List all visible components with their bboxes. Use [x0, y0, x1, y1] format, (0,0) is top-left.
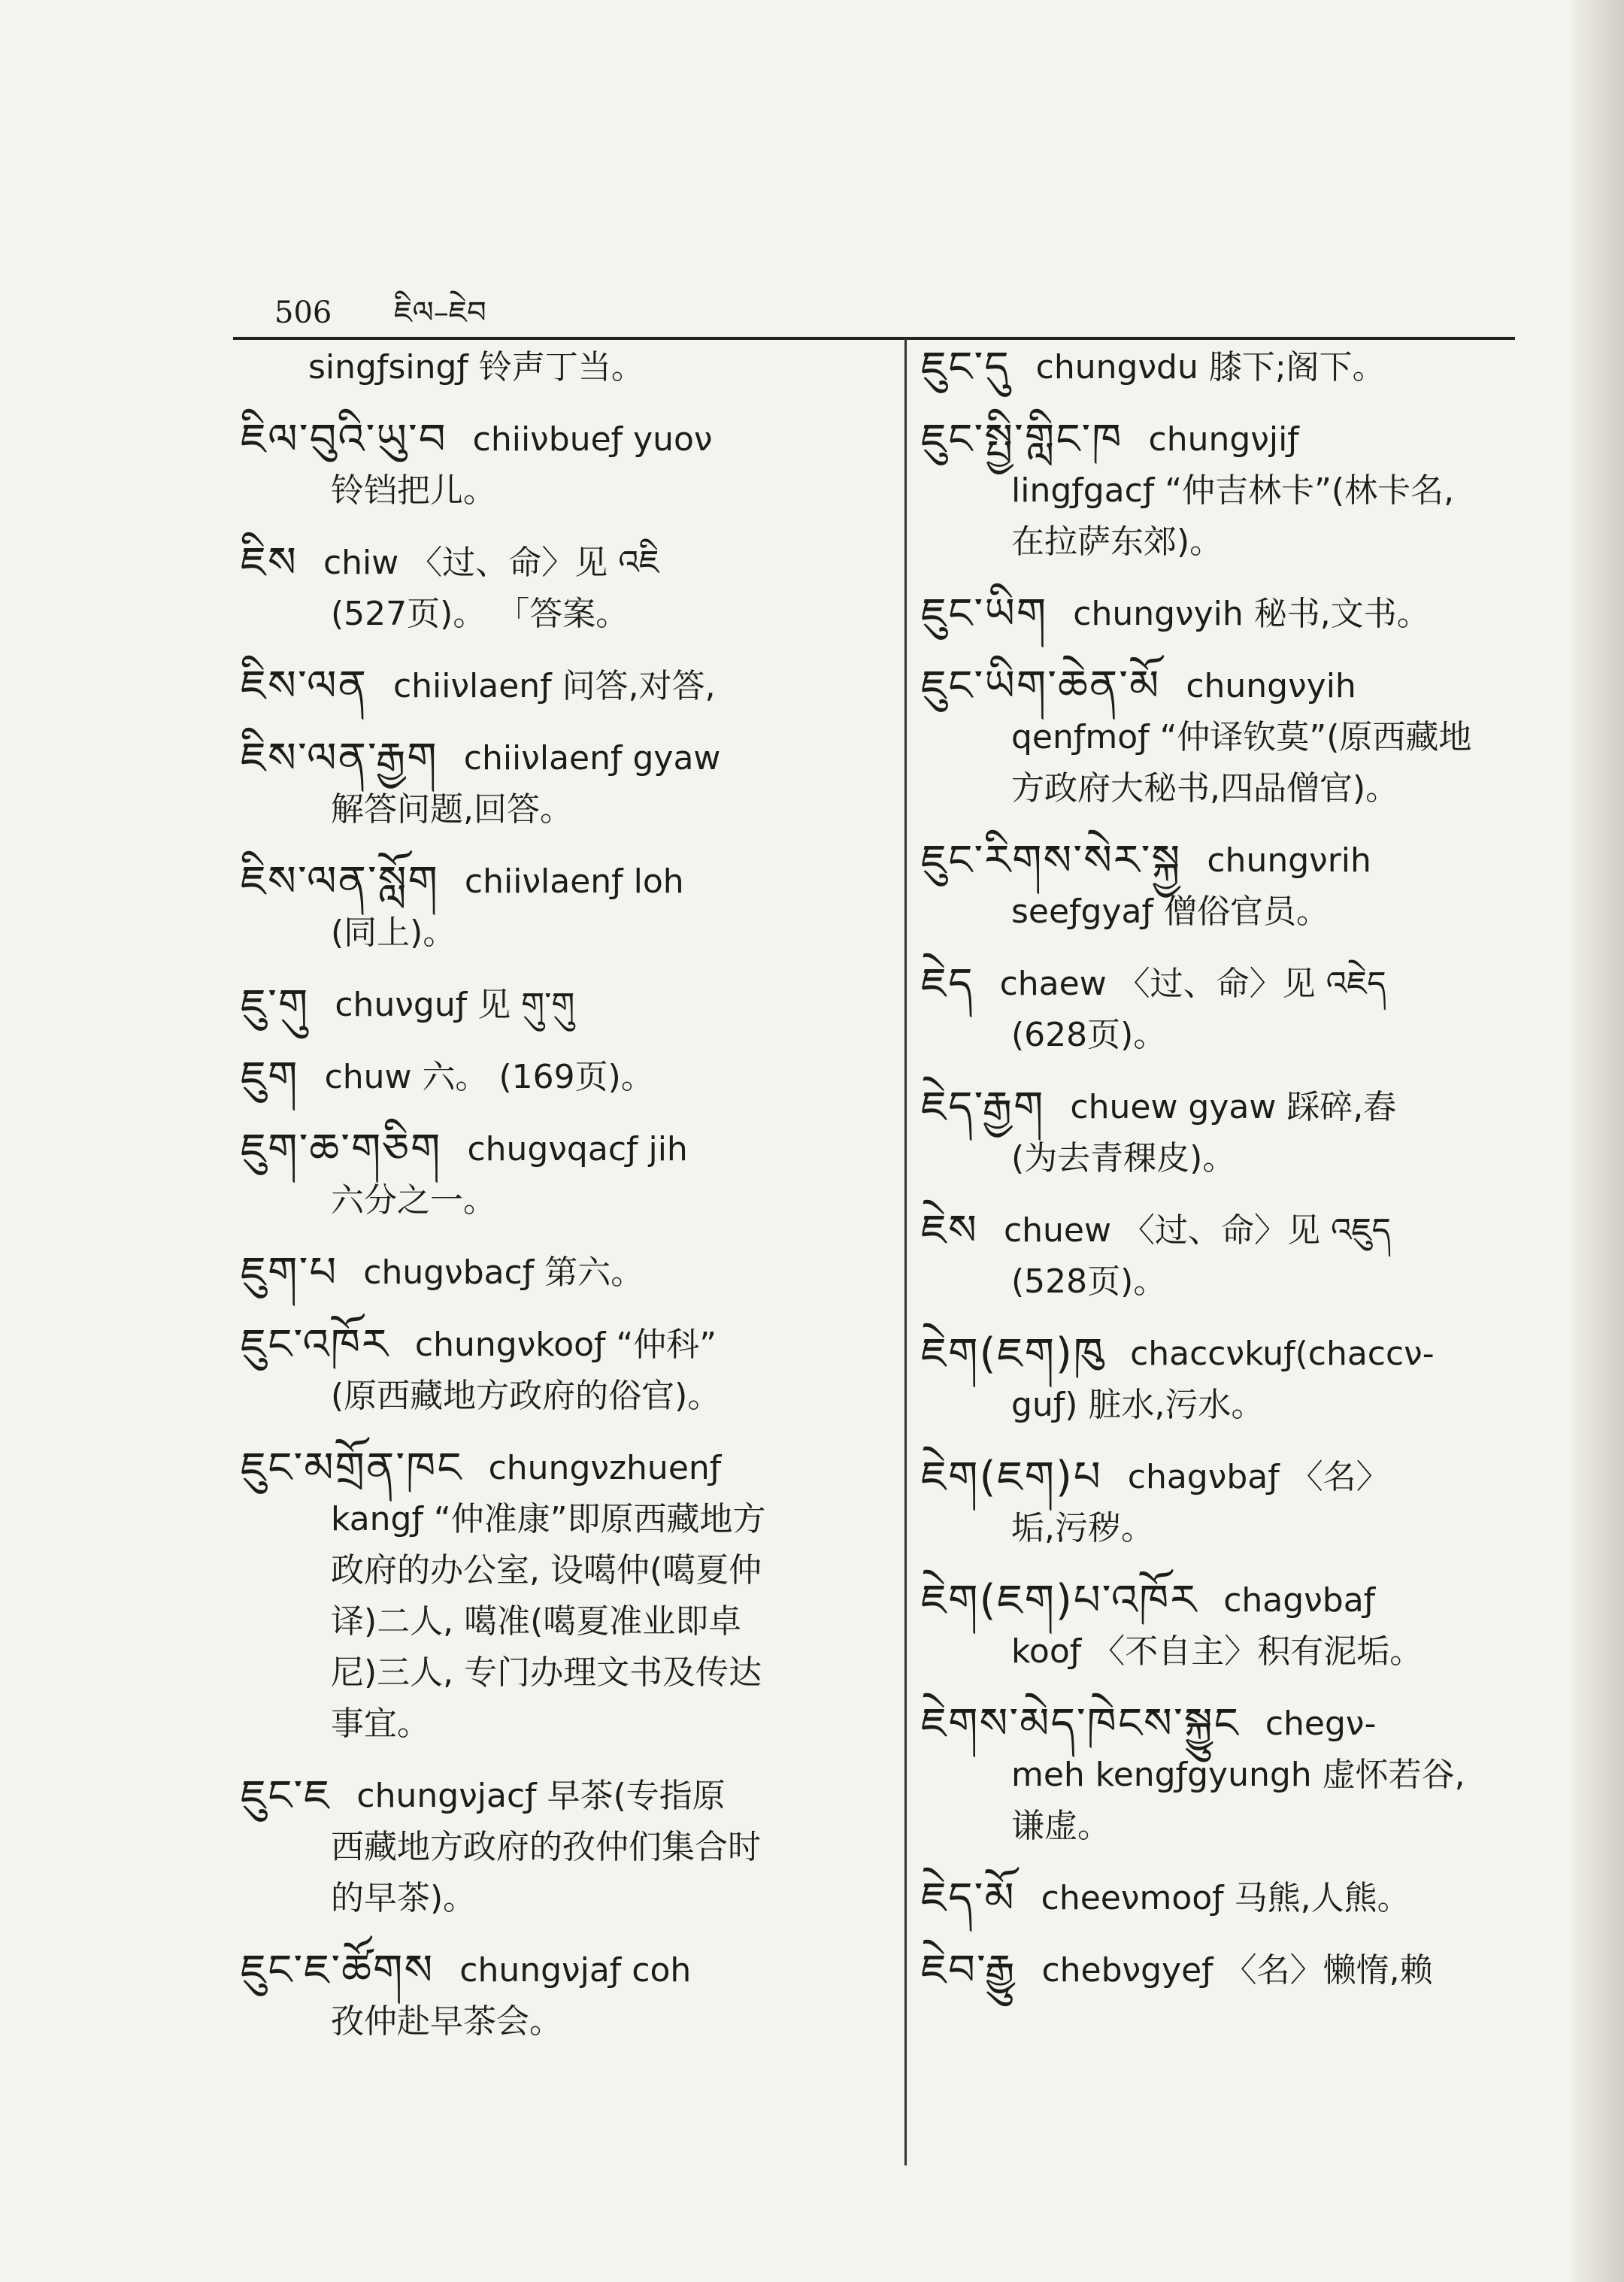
romanization-and-definition: chagνbaƒ 〈名〉: [1127, 1458, 1389, 1496]
entry-line: [241, 1996, 895, 2047]
definition-text: guƒ) 脏水,污水。: [1011, 1386, 1265, 1424]
definition-text: lingƒgacƒ “仲吉林卡”(林卡名,: [1011, 471, 1455, 510]
header-rule: [233, 337, 1515, 340]
entry-gap: [241, 1750, 895, 1771]
entry-line: [921, 342, 1538, 393]
definition-text: kangƒ “仲准康”即原西藏地方: [331, 1500, 766, 1538]
romanization-and-definition: chuνguƒ 见 གུ་གུ: [335, 986, 575, 1024]
romanization-and-definition: chiiνbueƒ yuoν: [472, 420, 713, 459]
dictionary-entry: [921, 414, 1538, 589]
dictionary-entry: [241, 1247, 895, 1320]
entry-line: [241, 1596, 895, 1647]
dictionary-entry: [241, 661, 895, 733]
entry-line: [241, 733, 895, 784]
entry-gap: [241, 1031, 895, 1052]
dictionary-entry: [921, 1945, 1538, 2017]
romanization-and-definition: chungνkooƒ “仲科”: [414, 1326, 717, 1364]
romanization-and-definition: chiiνlaenƒ loh: [464, 862, 684, 901]
dictionary-entry: [921, 1699, 1538, 1873]
entry-gap: [241, 1103, 895, 1124]
romanization-and-definition: chaew 〈过、命〉见 འཇེད: [999, 965, 1386, 1003]
dictionary-entry: [241, 342, 895, 414]
entry-line: [241, 1371, 895, 1422]
definition-text: meh kengƒgyungh 虚怀若谷,: [1011, 1756, 1465, 1794]
dictionary-entry: [241, 1320, 895, 1443]
entry-gap: [921, 1431, 1538, 1452]
tibetan-headword: ཇེག(ཇག)པ: [921, 1453, 1102, 1502]
romanization-and-definition: chegν-: [1265, 1705, 1377, 1743]
tibetan-headword: ཇེད་རྒྱག: [921, 1083, 1045, 1132]
entry-gap: [241, 640, 895, 661]
entry-line: [921, 1503, 1538, 1554]
entry-line: [241, 1052, 895, 1103]
definition-text: 尼)三人, 专门办理文书及传达: [331, 1653, 762, 1692]
entry-gap: [241, 712, 895, 733]
tibetan-headword: ཇུང་མགྲོན་ཁང: [241, 1444, 463, 1493]
romanization-and-definition: chungνzhuenƒ: [488, 1449, 722, 1487]
tibetan-headword: ཇུང་སྤྱི་གླིང་ཁ: [921, 415, 1123, 464]
tibetan-headword: ཇུང་ཡིག་ཆེན་མོ: [921, 662, 1161, 711]
definition-text: (628页)。: [1011, 1016, 1167, 1054]
definition-text: 解答问题,回答。: [331, 790, 573, 829]
romanization-and-definition: chebνgyeƒ 〈名〉懒惰,赖: [1041, 1951, 1433, 1990]
romanization-and-definition: chugνqacƒ jih: [467, 1130, 688, 1168]
entry-gap: [921, 1677, 1538, 1699]
romanization-and-definition: chungνjaƒ coh: [459, 1951, 692, 1990]
entry-line: [241, 414, 895, 465]
definition-text: 垢,污秽。: [1011, 1509, 1154, 1547]
romanization-and-definition: chuew gyaw 踩碎,舂: [1070, 1088, 1397, 1126]
definition-text: (同上)。: [331, 914, 456, 952]
dictionary-entry: [241, 733, 895, 856]
definition-text: 方政府大秘书,四品僧官)。: [1011, 769, 1399, 808]
dictionary-entry: [921, 835, 1538, 959]
entry-gap: [241, 517, 895, 538]
tibetan-headword: ཇུང་ཡིག: [921, 589, 1048, 638]
tibetan-headword: ཇུག: [241, 1053, 299, 1102]
entry-line: [921, 1873, 1538, 1924]
dictionary-entry: [921, 1452, 1538, 1575]
definition-text: 六分之一。: [331, 1181, 496, 1220]
entry-line: [921, 1699, 1538, 1750]
definition-text: seeƒgyaƒ 僧俗官员。: [1011, 892, 1329, 931]
entry-line: [241, 1494, 895, 1545]
definition-text: (528页)。: [1011, 1262, 1167, 1301]
tibetan-headword: ཇུང་རིགས་སེར་སྐྱ: [921, 836, 1182, 885]
tibetan-headword: ཇེད་མོ: [921, 1874, 1016, 1923]
tibetan-headword: ཇུག་པ: [241, 1248, 338, 1297]
definition-text: 西藏地方政府的孜仲们集合时: [331, 1828, 761, 1866]
romanization-and-definition: chuew 〈过、命〉见 འཇུད: [1003, 1211, 1391, 1250]
definition-text: (527页)。 「答案。: [331, 595, 629, 633]
entry-line: [241, 908, 895, 959]
romanization-and-definition: chungνrih: [1207, 841, 1371, 880]
romanization-and-definition: chiiνlaenƒ gyaw: [463, 739, 721, 777]
definition-text: kooƒ 〈不自主〉积有泥垢。: [1011, 1632, 1423, 1671]
definition-text: (原西藏地方政府的俗官)。: [331, 1377, 721, 1415]
dictionary-entry: [921, 959, 1538, 1082]
entry-line: [921, 589, 1538, 640]
romanization-and-definition: chiiνlaenƒ 问答,对答,: [392, 667, 716, 705]
entry-gap: [241, 959, 895, 980]
entry-line: [921, 1329, 1538, 1380]
dictionary-entry: [921, 1575, 1538, 1699]
tibetan-headword: ཇིས་ལན་རྒྱག: [241, 734, 438, 783]
romanization-and-definition: chungνdu 膝下;阁下。: [1035, 348, 1386, 386]
romanization-and-definition: chungνyih: [1186, 667, 1356, 705]
entry-line: [241, 1320, 895, 1371]
tibetan-headword: ཇུག་ཆ་གཅིག: [241, 1125, 442, 1174]
entry-line: [241, 589, 895, 640]
entry-gap: [921, 1184, 1538, 1205]
tibetan-headword: ཇིས་ལན: [241, 662, 368, 711]
dictionary-entry: [241, 414, 895, 538]
entry-gap: [921, 393, 1538, 414]
tibetan-headword: ཇེགས་མེད་ཁེངས་སྐྱུང: [921, 1699, 1240, 1748]
dictionary-entry: [241, 1443, 895, 1771]
left-column: [241, 342, 895, 2068]
entry-line: [921, 1082, 1538, 1133]
entry-line: [921, 1452, 1538, 1503]
entry-gap: [241, 393, 895, 414]
entry-gap: [921, 1061, 1538, 1082]
romanization-and-definition: chagνbaƒ: [1223, 1581, 1376, 1620]
entry-line: [241, 1945, 895, 1996]
entry-line: [241, 342, 895, 393]
definition-text: 谦虚。: [1011, 1807, 1110, 1845]
tibetan-headword: ཇུང་ཇ: [241, 1771, 332, 1820]
dictionary-entry: [241, 980, 895, 1052]
romanization-and-definition: chuw 六。 (169页)。: [324, 1058, 654, 1096]
romanization-and-definition: chungνjacƒ 早茶(专指原: [356, 1777, 726, 1815]
entry-line: [921, 414, 1538, 465]
tibetan-headword: ཇུང་ཇ་ཚོགས: [241, 1946, 435, 1995]
entry-line: [921, 1133, 1538, 1184]
entry-gap: [921, 1554, 1538, 1575]
dictionary-entry: [921, 342, 1538, 414]
tibetan-headword: ཇེད: [921, 959, 974, 1008]
tibetan-headword: ཇུ་གུ: [241, 980, 310, 1029]
romanization-and-definition: cheeνmooƒ 马熊,人熊。: [1041, 1879, 1410, 1917]
dictionary-entry: [241, 538, 895, 661]
entry-line: [241, 1771, 895, 1822]
guide-words: ཇིལ–ཇེབ: [394, 295, 486, 330]
tibetan-headword: ཇེག(ཇག)ཁུ: [921, 1329, 1105, 1378]
entry-gap: [241, 1924, 895, 1945]
entry-line: [921, 886, 1538, 938]
dictionary-entry: [241, 856, 895, 980]
entry-line: [241, 1647, 895, 1699]
entry-line: [921, 1380, 1538, 1431]
romanization-and-definition: chugνbacƒ 第六。: [363, 1253, 644, 1292]
entry-gap: [921, 640, 1538, 661]
entry-line: [921, 1010, 1538, 1061]
dictionary-entry: [241, 1945, 895, 2068]
entry-line: [921, 712, 1538, 763]
romanization-and-definition: chaccνkuƒ(chaccν-: [1130, 1335, 1435, 1373]
entry-gap: [241, 2047, 895, 2068]
entry-gap: [921, 814, 1538, 835]
entry-line: [921, 1205, 1538, 1256]
entry-line: [241, 1124, 895, 1175]
entry-line: [921, 1575, 1538, 1626]
entry-gap: [241, 835, 895, 856]
definition-text: 的早茶)。: [331, 1879, 477, 1917]
entry-line: [921, 1945, 1538, 1996]
entry-line: [241, 1247, 895, 1299]
tibetan-headword: ཇིས་ལན་སློག: [241, 857, 439, 906]
definition-text: 孜仲赴早茶会。: [331, 2002, 562, 2041]
dictionary-entry: [921, 1329, 1538, 1452]
definition-text: 铃铛把儿。: [331, 471, 496, 510]
entry-gap: [921, 938, 1538, 959]
entry-gap: [921, 1996, 1538, 2017]
dictionary-entry: [921, 1873, 1538, 1945]
romanization-and-definition: singƒsingƒ 铃声丁当。: [308, 348, 644, 386]
entry-line: [241, 1873, 895, 1924]
entry-line: [921, 835, 1538, 886]
entry-gap: [921, 1852, 1538, 1873]
entry-line: [241, 538, 895, 589]
entry-line: [921, 1750, 1538, 1801]
entry-line: [921, 465, 1538, 517]
entry-line: [921, 517, 1538, 568]
entry-line: [241, 980, 895, 1031]
column-divider: [904, 338, 907, 2165]
tibetan-headword: ཇུང་འཁོར: [241, 1320, 389, 1369]
entry-gap: [921, 568, 1538, 589]
tibetan-headword: ཇིས: [241, 538, 298, 587]
entry-line: [921, 1626, 1538, 1677]
tibetan-headword: ཇེག(ཇག)པ་འཁོར: [921, 1576, 1198, 1625]
dictionary-entry: [921, 1082, 1538, 1205]
entry-line: [241, 1175, 895, 1226]
definition-text: 译)二人, 噶准(噶夏准业即卓: [331, 1602, 742, 1641]
definition-text: 政府的办公室, 设噶仲(噶夏仲: [331, 1551, 762, 1590]
entry-line: [921, 763, 1538, 814]
entry-gap: [241, 1422, 895, 1443]
tibetan-headword: ཇུང་དུ: [921, 343, 1010, 392]
entry-line: [241, 661, 895, 712]
dictionary-entry: [921, 589, 1538, 661]
entry-line: [921, 1256, 1538, 1308]
romanization-and-definition: chiw 〈过、命〉见 འཇི: [323, 544, 659, 582]
tibetan-headword: ཇེས: [921, 1206, 978, 1255]
entry-gap: [921, 1308, 1538, 1329]
definition-text: 事宜。: [331, 1705, 430, 1743]
right-column: [921, 342, 1538, 2017]
dictionary-entry: [241, 1052, 895, 1124]
entry-gap: [241, 1226, 895, 1247]
entry-line: [241, 1545, 895, 1596]
entry-line: [921, 1801, 1538, 1852]
entry-gap: [241, 1299, 895, 1320]
page-edge-shadow: [1571, 0, 1624, 2282]
entry-line: [241, 1822, 895, 1873]
dictionary-entry: [241, 1771, 895, 1945]
dictionary-entry: [921, 1205, 1538, 1329]
entry-line: [241, 465, 895, 517]
entry-line: [241, 856, 895, 908]
entry-line: [921, 959, 1538, 1010]
definition-text: 在拉萨东郊)。: [1011, 523, 1223, 561]
dictionary-entry: [921, 661, 1538, 835]
definition-text: (为去青稞皮)。: [1011, 1139, 1236, 1177]
definition-text: qenƒmoƒ “仲译钦莫”(原西藏地: [1011, 718, 1472, 756]
tibetan-headword: ཇེབ་རྒྱུ: [921, 1946, 1017, 1995]
entry-line: [241, 784, 895, 835]
entry-gap: [921, 1924, 1538, 1945]
entry-line: [241, 1699, 895, 1750]
tibetan-headword: ཇིལ་བུའི་ཡུ་བ: [241, 415, 447, 464]
romanization-and-definition: chungνyih 秘书,文书。: [1073, 595, 1430, 633]
romanization-and-definition: chungνjiƒ: [1148, 420, 1299, 459]
dictionary-entry: [241, 1124, 895, 1247]
page-number: 506: [274, 295, 332, 330]
entry-line: [241, 1443, 895, 1494]
entry-line: [921, 661, 1538, 712]
